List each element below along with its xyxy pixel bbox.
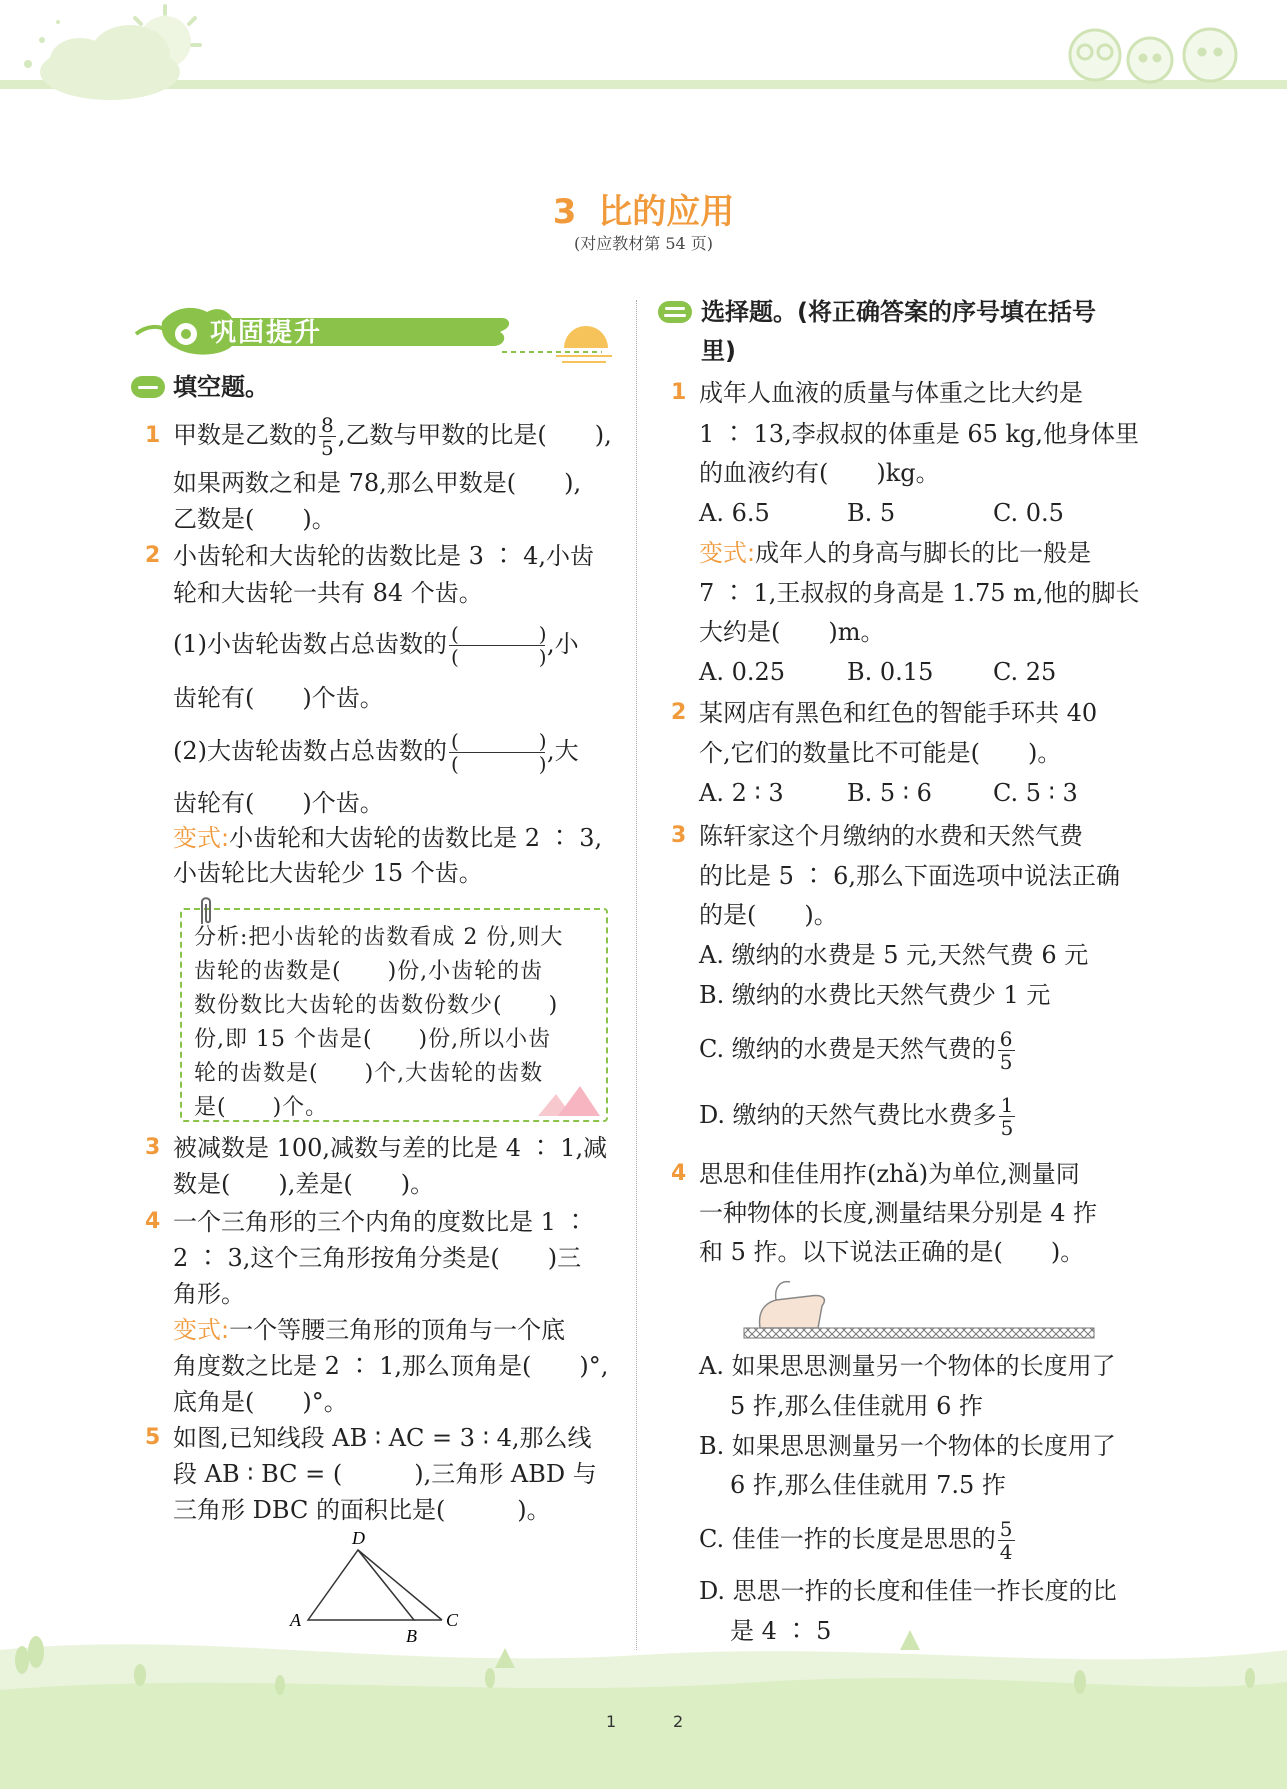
section-title-fill: 填空题。 [173, 373, 269, 401]
rq4-option-b-line-2: 6 拃,那么佳佳就用 7.5 拃 [730, 1471, 1006, 1499]
rq3-line-3: 的是( )。 [699, 901, 838, 929]
question-number-3: 3 [145, 1135, 161, 1160]
q1-line-1 [173, 408, 612, 462]
q2-line-1: 小齿轮和大齿轮的齿数比是 3 ∶ 4,小齿 [173, 542, 595, 570]
rq4-option-d-line-1: D. 思思一拃的长度和佳佳一拃长度的比 [699, 1577, 1117, 1605]
q2-part-1-text: (1)小齿轮齿数占总齿数的 [173, 630, 447, 658]
q2-part-1-fraction [449, 623, 545, 668]
q2-variant-line-1 [173, 822, 602, 854]
q2-part-1-suffix: ,小 [547, 630, 579, 658]
rq4-line-3: 和 5 拃。以下说法正确的是( )。 [699, 1238, 1085, 1266]
q2-part-1 [173, 616, 579, 672]
analysis-line-6: 是( )个。 [194, 1095, 329, 1120]
q2-part-2-suffix: ,大 [547, 737, 579, 765]
question-number-5: 5 [145, 1425, 161, 1450]
page-title [0, 190, 1287, 234]
rq3-option-d-denominator: 5 [1000, 1116, 1014, 1140]
rq2-option-b: B. 5 ∶ 6 [847, 779, 932, 807]
page-subtitle: (对应教材第 54 页) [573, 234, 714, 253]
rq3-option-b: B. 缴纳的水费比天然气费少 1 元 [699, 981, 1051, 1009]
q2-part-2-line-2: 齿轮有( )个齿。 [173, 789, 384, 817]
rq1-variant-text: 成年人的身高与脚长的比一般是 [755, 539, 1092, 567]
analysis-line-3: 数份数比大齿轮的齿数份数少( ) [194, 993, 559, 1018]
rq4-option-b-line-1: B. 如果思思测量另一个物体的长度用了 [699, 1432, 1116, 1460]
q2-part-1-line-2: 齿轮有( )个齿。 [173, 684, 384, 712]
rq1-variant-option-c: C. 25 [993, 658, 1057, 686]
rq3-option-a: A. 缴纳的水费是 5 元,天然气费 6 元 [699, 941, 1089, 969]
q1-line-3: 乙数是( )。 [173, 505, 336, 533]
question-number-2: 2 [145, 543, 161, 568]
analysis-line-1: 分析:把小齿轮的齿数看成 2 份,则大 [194, 925, 564, 950]
q1-text-a: 甲数是乙数的 [173, 421, 317, 449]
rq3-option-d-numerator: 1 [1000, 1093, 1014, 1117]
q2-part-2-denominator-blank: ( ) [451, 752, 547, 776]
q2-part-1-denominator-blank: ( ) [451, 645, 547, 669]
choice-number-3: 3 [671, 823, 687, 848]
q1-fraction-numerator: 8 [321, 413, 334, 437]
q2-part-2-fraction [449, 730, 545, 775]
column-divider [636, 300, 637, 1650]
q4-variant-line-3: 底角是( )°。 [173, 1388, 348, 1416]
figure-label-a: A [290, 1610, 301, 1630]
rq1-option-b: B. 5 [847, 499, 896, 527]
rq3-option-d-text: D. 缴纳的天然气费比水费多 [699, 1101, 997, 1129]
banner-decoration [132, 298, 612, 368]
q1-text-b: ,乙数与甲数的比是( ), [337, 421, 612, 449]
choice-number-2: 2 [671, 700, 687, 725]
q4-line-1: 一个三角形的三个内角的度数比是 1 ∶ [173, 1208, 588, 1236]
q2-variant-text: 小齿轮和大齿轮的齿数比是 2 ∶ 3, [229, 824, 603, 852]
footer-landscape [0, 1620, 1287, 1789]
analysis-line-5: 轮的齿数是( )个,大齿轮的齿数 [194, 1061, 544, 1086]
page-number-left: 1 [606, 1712, 617, 1731]
section-title-choice-line-1: 选择题。(将正确答案的序号填在括号 [701, 298, 1096, 326]
analysis-line-4: 份,即 15 个齿是( )份,所以小齿 [194, 1027, 552, 1052]
q4-variant-label: 变式: [173, 1316, 230, 1344]
rq4-line-1: 思思和佳佳用拃(zhǎ)为单位,测量同 [699, 1160, 1080, 1188]
rq2-line-1: 某网店有黑色和红色的智能手环共 40 [699, 699, 1098, 727]
rq4-option-c-denominator: 4 [999, 1540, 1013, 1564]
rq1-variant-option-b: B. 0.15 [847, 658, 934, 686]
question-number-1: 1 [145, 423, 161, 448]
triangle-decoration-icon [536, 1082, 602, 1118]
q4-line-3: 角形。 [173, 1280, 245, 1308]
rq1-variant-line-1 [699, 537, 1091, 569]
rq1-line-1: 成年人血液的质量与体重之比大约是 [699, 379, 1083, 407]
rq3-option-d-fraction [999, 1094, 1016, 1139]
q2-line-2: 轮和大齿轮一共有 84 个齿。 [173, 579, 483, 607]
q2-part-2 [173, 723, 579, 779]
header-decoration [0, 0, 1287, 110]
rq4-option-a-line-2: 5 拃,那么佳佳就用 6 拃 [730, 1392, 984, 1420]
rq3-line-1: 陈轩家这个月缴纳的水费和天然气费 [699, 822, 1083, 850]
rq2-option-a: A. 2 ∶ 3 [699, 779, 784, 807]
figure-label-c: C [446, 1610, 459, 1630]
rq3-option-d [699, 1088, 1017, 1142]
rq2-option-c: C. 5 ∶ 3 [993, 779, 1078, 807]
rq4-option-c-text: C. 佳佳一拃的长度是思思的 [699, 1525, 996, 1553]
q5-line-2: 段 AB ∶ BC = ( ),三角形 ABD 与 [173, 1460, 597, 1488]
q5-line-1: 如图,已知线段 AB ∶ AC = 3 ∶ 4,那么线 [173, 1424, 592, 1452]
title-number: 3 [552, 192, 577, 232]
page-number-right: 2 [673, 1712, 684, 1731]
rq3-option-c-text: C. 缴纳的水费是天然气费的 [699, 1035, 996, 1063]
q2-part-2-text: (2)大齿轮齿数占总齿数的 [173, 737, 447, 765]
choice-number-4: 4 [671, 1161, 687, 1186]
animal-faces-icon [1070, 29, 1236, 82]
rq1-variant-option-a: A. 0.25 [699, 658, 786, 686]
choice-number-1: 1 [671, 380, 687, 405]
rq4-option-c [699, 1512, 1017, 1566]
q1-fraction [319, 414, 336, 459]
q2-part-1-numerator-blank: ( ) [451, 622, 547, 646]
question-number-4: 4 [145, 1209, 161, 1234]
rq4-option-d-line-2: 是 4 ∶ 5 [730, 1617, 832, 1645]
q3-line-1: 被减数是 100,减数与差的比是 4 ∶ 1,减 [173, 1134, 608, 1162]
title-text: 比的应用 [598, 192, 735, 232]
q1-line-2: 如果两数之和是 78,那么甲数是( ), [173, 469, 582, 497]
rq4-line-2: 一种物体的长度,测量结果分别是 4 拃 [699, 1199, 1098, 1227]
q2-part-2-numerator-blank: ( ) [451, 729, 547, 753]
cloud-icon [40, 25, 180, 100]
q3-line-2: 数是( ),差是( )。 [173, 1170, 435, 1198]
q2-variant-label: 变式: [173, 824, 230, 852]
section-title-choice-line-2: 里) [701, 337, 736, 365]
rq3-option-c-numerator: 6 [999, 1027, 1013, 1051]
rq4-option-c-fraction [998, 1518, 1015, 1563]
q1-fraction-denominator: 5 [321, 436, 334, 460]
rq1-variant-label: 变式: [699, 539, 756, 567]
rq3-option-c-denominator: 5 [999, 1050, 1013, 1074]
q4-variant-text: 一个等腰三角形的顶角与一个底 [229, 1316, 566, 1344]
q5-line-3: 三角形 DBC 的面积比是( )。 [173, 1496, 551, 1524]
rq2-line-2: 个,它们的数量比不可能是( )。 [699, 739, 1062, 767]
banner-label: 巩固提升 [210, 318, 323, 348]
q4-variant-line-2: 角度数之比是 2 ∶ 1,那么顶角是( )°, [173, 1352, 609, 1380]
hand-icon [760, 1282, 825, 1328]
analysis-box [180, 908, 608, 1122]
analysis-line-2: 齿轮的齿数是( )份,小齿轮的齿 [194, 959, 544, 984]
rq3-option-c-fraction [998, 1028, 1015, 1073]
hand-span-illustration [740, 1274, 1100, 1344]
section-badge-1 [131, 376, 165, 398]
figure-label-b: B [406, 1626, 417, 1646]
figure-label-d: D [352, 1530, 365, 1548]
rq3-line-2: 的比是 5 ∶ 6,那么下面选项中说法正确 [699, 862, 1121, 890]
q2-variant-line-2: 小齿轮比大齿轮少 15 个齿。 [173, 859, 483, 887]
sunset-icon [556, 326, 612, 362]
rq4-option-c-numerator: 5 [999, 1517, 1013, 1541]
q4-variant-line-1 [173, 1314, 565, 1346]
rq1-variant-line-2: 7 ∶ 1,王叔叔的身高是 1.75 m,他的脚长 [699, 579, 1140, 607]
rq1-option-a: A. 6.5 [699, 499, 770, 527]
rq1-line-2: 1 ∶ 13,李叔叔的体重是 65 kg,他身体里 [699, 420, 1140, 448]
rq1-option-c: C. 0.5 [993, 499, 1064, 527]
rq1-variant-line-3: 大约是( )m。 [699, 618, 885, 646]
rq3-option-c [699, 1022, 1017, 1076]
section-badge-2 [658, 301, 692, 323]
rq4-option-a-line-1: A. 如果思思测量另一个物体的长度用了 [699, 1352, 1116, 1380]
rq1-line-3: 的血液约有( )kg。 [699, 459, 940, 487]
q4-line-2: 2 ∶ 3,这个三角形按角分类是( )三 [173, 1244, 582, 1272]
